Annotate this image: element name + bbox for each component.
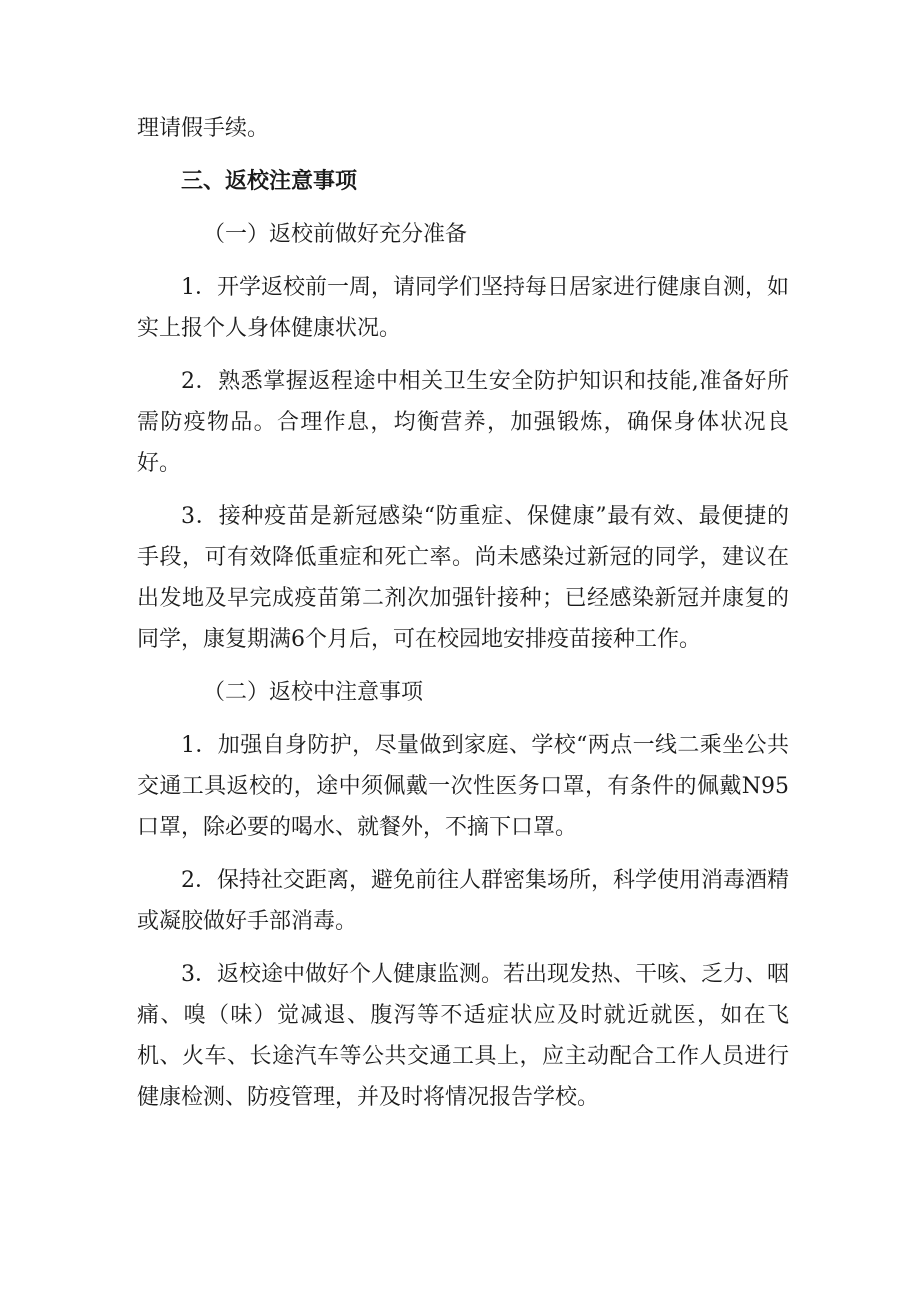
list-item: 2．保持社交距离，避免前往人群密集场所，科学使用消毒酒精或凝胶做好手部消毒。 <box>137 868 789 934</box>
list-item: 1．开学返校前一周，请同学们坚持每日居家进行健康自测，如实上报个人身体健康状况。 <box>137 275 789 341</box>
paragraph-continuation: 理请假手续。 <box>137 116 270 141</box>
list-item: 2．熟悉掌握返程途中相关卫生安全防护知识和技能,准备好所需防疫物品。合理作息，均衡营养，加强锻炼，确保身体状况良好。 <box>137 369 789 476</box>
list-item: 3．接种疫苗是新冠感染“防重症、保健康”最有效、最便捷的手段，可有效降低重症和死亡率。尚未感染过新冠的同学，建议在出发地及早完成疫苗第二剂次加强针接种；已经感染新冠并康复的同学，康复期满6个月后，可在校园地安排疫苗接种工作。 <box>137 504 789 652</box>
subsection-heading-2: （二）返校中注意事项 <box>203 680 424 705</box>
subsection-heading-1: （一）返校前做好充分准备 <box>203 222 468 247</box>
section-heading-3: 三、返校注意事项 <box>181 169 358 194</box>
list-item: 1．加强自身防护，尽量做到家庭、学校“两点一线二乘坐公共交通工具返校的，途中须佩戴一次性医务口罩，有条件的佩戴N95口罩，除必要的喝水、就餐外，不摘下口罩。 <box>137 733 789 840</box>
document-page <box>137 108 789 1118</box>
list-item: 3．返校途中做好个人健康监测。若出现发热、干咳、乏力、咽痛、嗅（味）觉减退、腹泻等不适症状应及时就近就医，如在飞机、火车、长途汽车等公共交通工具上，应主动配合工作人员进行健康检测、防疫管理，并及时将情况报告学校。 <box>137 962 789 1110</box>
